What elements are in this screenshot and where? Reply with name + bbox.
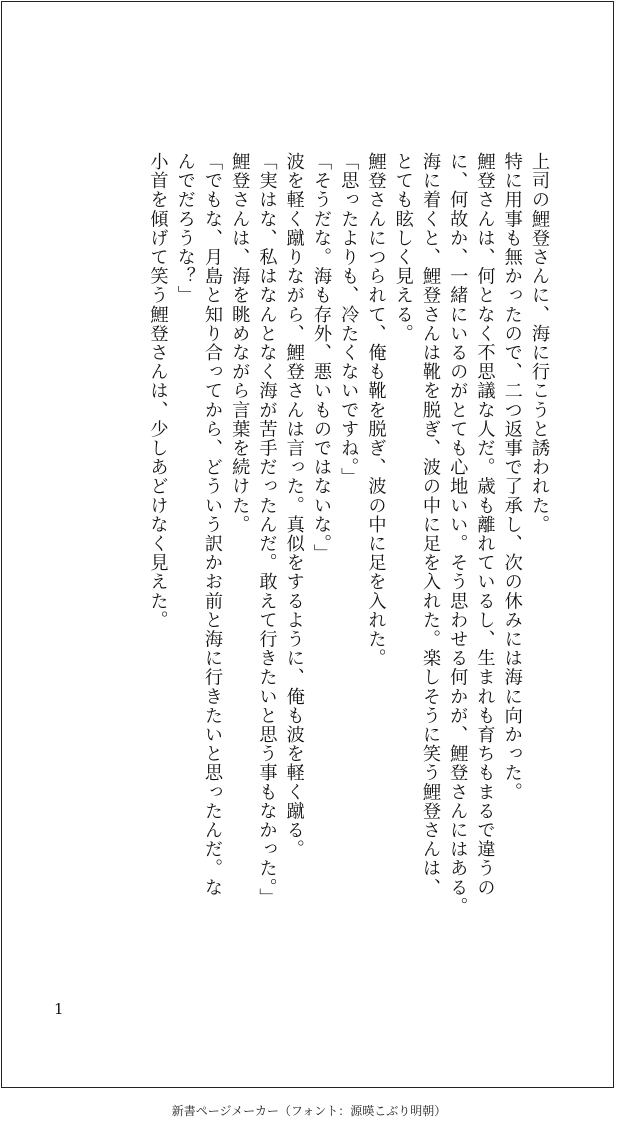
text-line: 「実はな、私はなんとなく海が苦手だったんだ。敢えて行きたいと思う事もなかった。」: [256, 152, 278, 907]
page-frame: [1, 1, 614, 1088]
text-line: 小首を傾げて笑う鯉登さんは、少しあどけなく見えた。: [147, 152, 169, 630]
text-line: 上司の鯉登さんに、海に行こうと誘われた。: [529, 152, 550, 534]
text-line: 鯉登さんは、何となく不思議な人だ。歳も離れているし、生まれも育ちもまるで違うの: [474, 152, 496, 897]
text-line: とても眩しく見える。: [392, 152, 414, 343]
text-line: 鯉登さんにつられて、俺も靴を脱ぎ、波の中に足を入れた。: [365, 152, 387, 668]
footer-credit: 新書ページメーカー（フォント：源暎こぶり明朝）: [171, 1104, 447, 1118]
vertical-text-body: [144, 152, 553, 952]
text-line: 「思ったよりも、冷たくないですね。」: [338, 152, 360, 487]
text-line: 海に着くと、鯉登さんは靴を脱ぎ、波の中に足を入れた。楽しそうに笑う鯉登さんは、: [420, 152, 441, 897]
text-line: 特に用事も無かったので、二つ返事で了承し、次の休みには海に向かった。: [501, 152, 523, 802]
text-line: 「でもな、月島と知り合ってから、どういう訳かお前と海に行きたいと思ったんだ。な: [202, 152, 223, 897]
text-line: 鯉登さんは、海を眺めながら言葉を続けた。: [229, 152, 251, 534]
page-number: 1: [54, 1000, 64, 1018]
text-line: 波を軽く蹴りながら、鯉登さんは言った。真似をするように、俺も波を軽く蹴る。: [283, 152, 305, 859]
text-line: んでだろうな？」: [174, 152, 196, 305]
text-line: に、何故か、一緒にいるのがとても心地いい。そう思わせる何かが、鯉登さんにはある。: [447, 152, 469, 916]
text-line: 「そうだな。海も存外、悪いものではないな。」: [311, 152, 332, 564]
